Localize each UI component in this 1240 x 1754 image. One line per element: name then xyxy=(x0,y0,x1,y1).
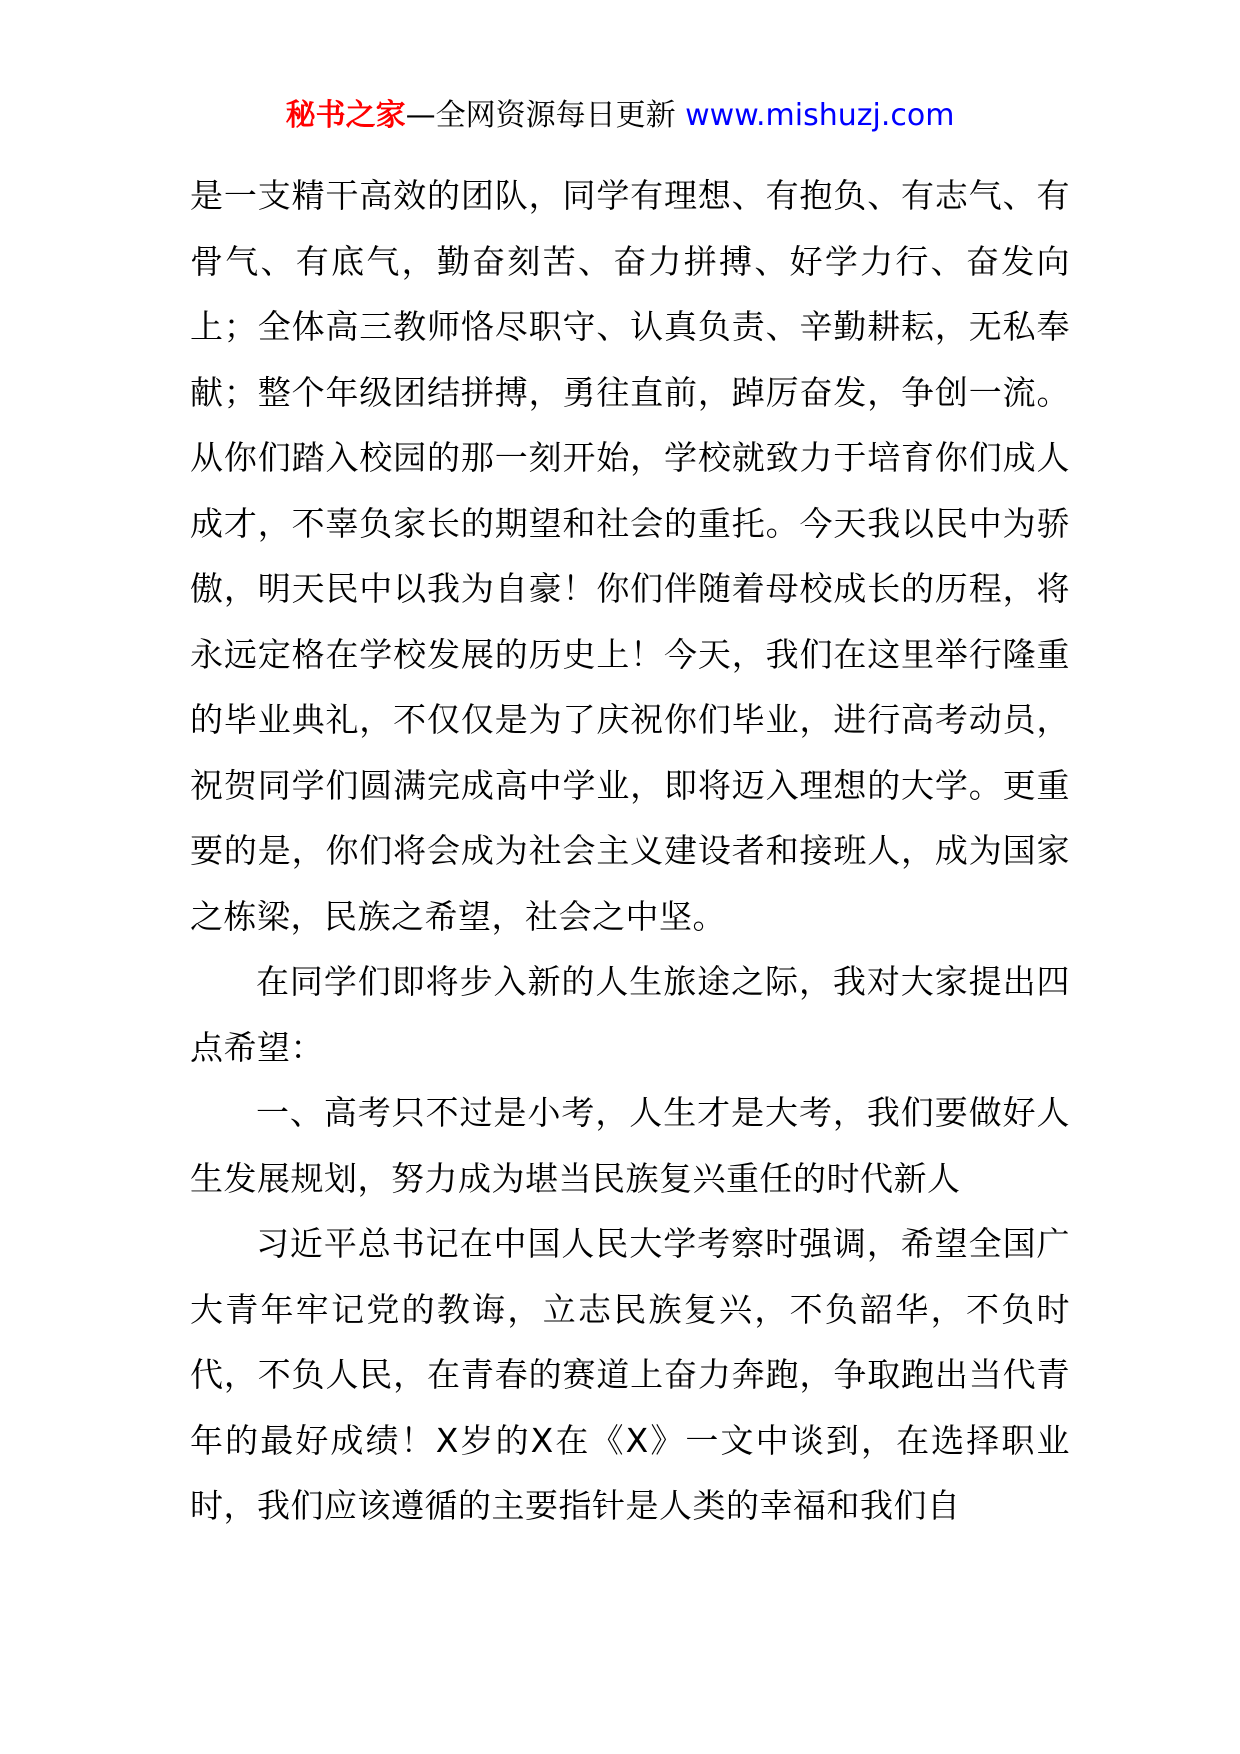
site-tagline: —全网资源每日更新 xyxy=(405,98,676,133)
body-paragraph-2: 在同学们即将步入新的人生旅途之际，我对大家提出四点希望： xyxy=(190,962,1070,1067)
body-paragraph-1: 是一支精干高效的团队，同学有理想、有抱负、有志气、有骨气、有底气，勤奋刻苦、奋力拼搏、好学力行、奋发向上；全体高三教师恪尽职守、认真负责、辛勤耕耘，无私奉献；整个年级团结拼搏，勇往直前，踔厉奋发，争创一流。从你们踏入校园的那一刻开始，学校就致力于培育你们成人成才，不辜负家长的期望和社会的重托。今天我以民中为骄傲，明天民中以我为自豪！你们伴随着母校成长的历程，将永远定格在学校发展的历史上！今天，我们在这里举行隆重的毕业典礼，不仅仅是为了庆祝你们毕业，进行高考动员，祝贺同学们圆满完成高中学业，即将迈入理想的大学。更重要的是，你们将会成为社会主义建设者和接班人，成为国家之栋梁，民族之希望，社会之中坚。 xyxy=(190,176,1070,936)
document-body xyxy=(190,163,1070,1539)
site-url-link[interactable]: www.mishuzj.com xyxy=(685,98,955,133)
section-heading-1: 一、高考只不过是小考，人生才是大考，我们要做好人生发展规划，努力成为堪当民族复兴重任的时代新人 xyxy=(190,1093,1070,1198)
site-header xyxy=(0,96,1240,136)
site-brand: 秘书之家 xyxy=(285,98,406,133)
body-paragraph-3: 习近平总书记在中国人民大学考察时强调，希望全国广大青年牢记党的教诲，立志民族复兴，不负韶华，不负时代，不负人民，在青春的赛道上奋力奔跑，争取跑出当代青年的最好成绩！X岁的X在《X》一文中谈到，在选择职业时，我们应该遵循的主要指针是人类的幸福和我们自 xyxy=(190,1224,1070,1525)
